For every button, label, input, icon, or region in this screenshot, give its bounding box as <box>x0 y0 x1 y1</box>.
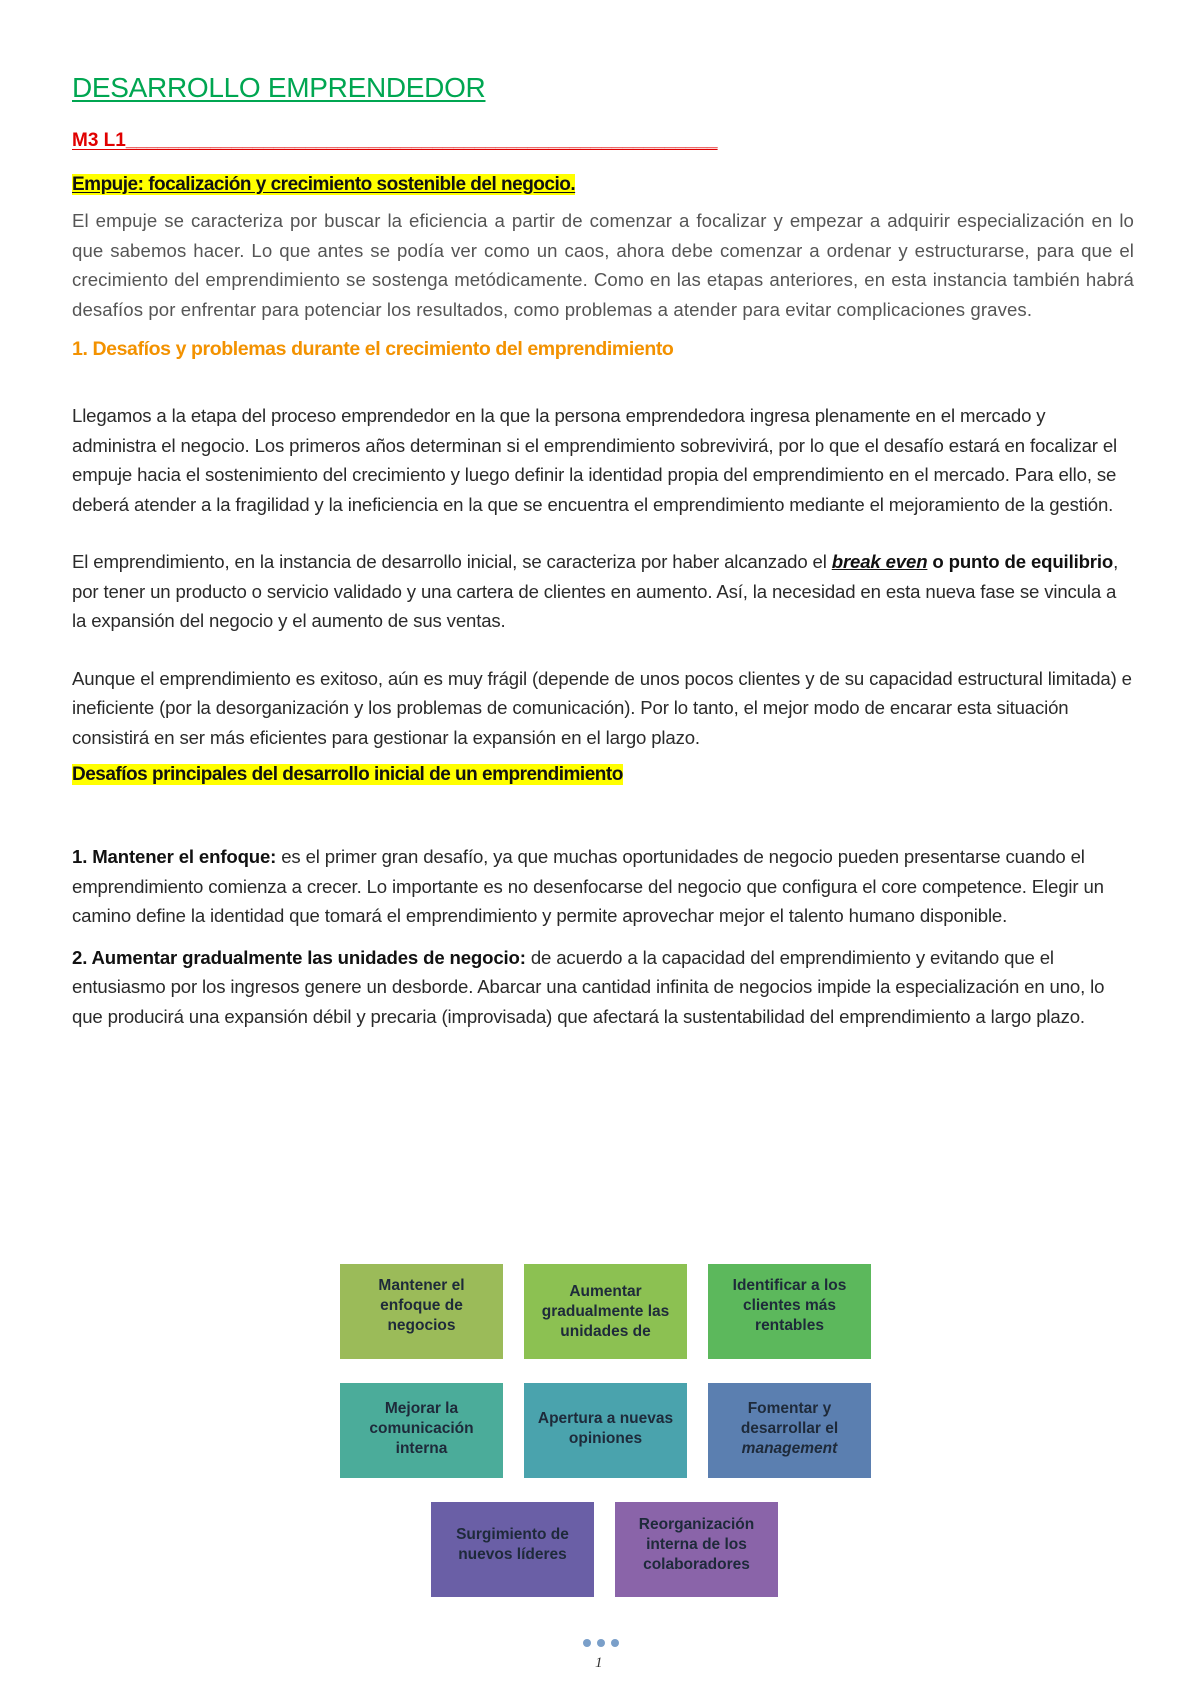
page-footer-dots <box>583 1639 619 1647</box>
dot-icon <box>611 1639 619 1647</box>
dot-icon <box>583 1639 591 1647</box>
module-label: M3 L1________________________________________________________ <box>72 130 718 151</box>
intro-paragraph: El empuje se caracteriza por buscar la eficiencia a partir de comenzar a focalizar y empezar a adquirir especialización en lo que sabemos hacer. Lo que antes se podía ver como un caos, ahora debe comenzar a ordenar y estructurarse, para que el crecimiento del emprendimiento se sostenga metódicamente. Como en las etapas anteriores, en esta instancia también habrá desafíos por enfrentar para potenciar los resultados, como problemas a atender para evitar complicaciones graves. <box>72 210 1134 320</box>
box-reorganizacion-colaboradores: Reorganización interna de los colaboradores <box>615 1502 778 1597</box>
paragraph-etapa: Llegamos a la etapa del proceso emprendedor en la que la persona emprendedora ingresa plenamente en el mercado y administra el negocio. Los primeros años determinan si el emprendimiento sobrevivirá, por lo que el desafío estará en focalizar el empuje hacia el sostenimiento del crecimiento y luego definir la identidad propia del emprendimiento en el mercado. Para ello, se deberá atender a la fragilidad y la ineficiencia en la que se encuentra el emprendimiento mediante el mejoramiento de la gestión. <box>72 405 1118 515</box>
item-1-label: 1. Mantener el enfoque: <box>72 846 277 867</box>
paragraph-break-even-after: , por tener un producto o servicio validado y una cartera de clientes en aumento. Así, la necesidad en esta nueva fase se vincula a la expansión del negocio y el aumento de sus ventas. <box>72 551 1119 631</box>
dot-icon <box>597 1639 605 1647</box>
item-2-label: 2. Aumentar gradualmente las unidades de negocio: <box>72 946 526 968</box>
box-identificar-clientes: Identificar a los clientes más rentables <box>708 1264 871 1359</box>
term-break-even: break even <box>831 551 928 572</box>
section-title-text: Empuje: focalización y crecimiento sostenible del negocio. <box>72 174 576 195</box>
document-page <box>72 72 1134 1031</box>
item-aumentar-unidades <box>72 943 1134 1032</box>
box-apertura-opiniones: Apertura a nuevas opiniones <box>524 1383 687 1478</box>
heading-desafios: 1. Desafíos y problemas durante el crecimiento del emprendimiento <box>72 338 674 360</box>
box-surgimiento-lideres: Surgimiento de nuevos líderes <box>431 1502 594 1597</box>
item-mantener-enfoque <box>72 842 1134 931</box>
document-title: DESARROLLO EMPRENDEDOR <box>72 72 486 103</box>
paragraph-break-even <box>72 547 1134 636</box>
section-title <box>72 174 1134 196</box>
paragraph-break-even-before: El emprendimiento, en la instancia de desarrollo inicial, se caracteriza por haber alcanzado el <box>72 551 832 572</box>
item-2-text: de acuerdo a la capacidad del emprendimiento y evitando que el entusiasmo por los ingresos genere un desborde. Abarcar una cantidad infinita de negocios impide la especialización en uno, lo que producirá una expansión débil y precaria (improvisada) que afectará la sustentabilidad del emprendimiento a largo plazo. <box>72 946 1105 1027</box>
sub-heading-desafios <box>72 764 1134 786</box>
sub-heading-text: Desafíos principales del desarrollo inicial de un emprendimiento <box>72 764 623 785</box>
paragraph-fragil: Aunque el emprendimiento es exitoso, aún es muy frágil (depende de unos pocos clientes y de su capacidad estructural limitada) e ineficiente (por la desorganización y los problemas de comunicación). Por lo tanto, el mejor modo de encarar esta situación consistirá en ser más eficientes para gestionar la expansión en el largo plazo. <box>72 667 1132 748</box>
term-punto-equilibrio: o punto de equilibrio <box>927 551 1114 572</box>
box-fomentar-management: Fomentar y desarrollar el management <box>708 1383 871 1478</box>
item-1-text: es el primer gran desafío, ya que muchas oportunidades de negocio pueden presentarse cuando el emprendimiento comienza a crecer. Lo importante es no desenfocarse del negocio que configura el core competence. Elegir un camino define la identidad que tomará el emprendimiento y permite aprovechar mejor el talento humano disponible. <box>72 846 1104 926</box>
box-mejorar-comunicacion: Mejorar la comunicación interna <box>340 1383 503 1478</box>
page-number: 1 <box>595 1655 603 1671</box>
box-mantener-enfoque: Mantener el enfoque de negocios <box>340 1264 503 1359</box>
box-aumentar-unidades: Aumentar gradualmente las unidades de <box>524 1264 687 1359</box>
